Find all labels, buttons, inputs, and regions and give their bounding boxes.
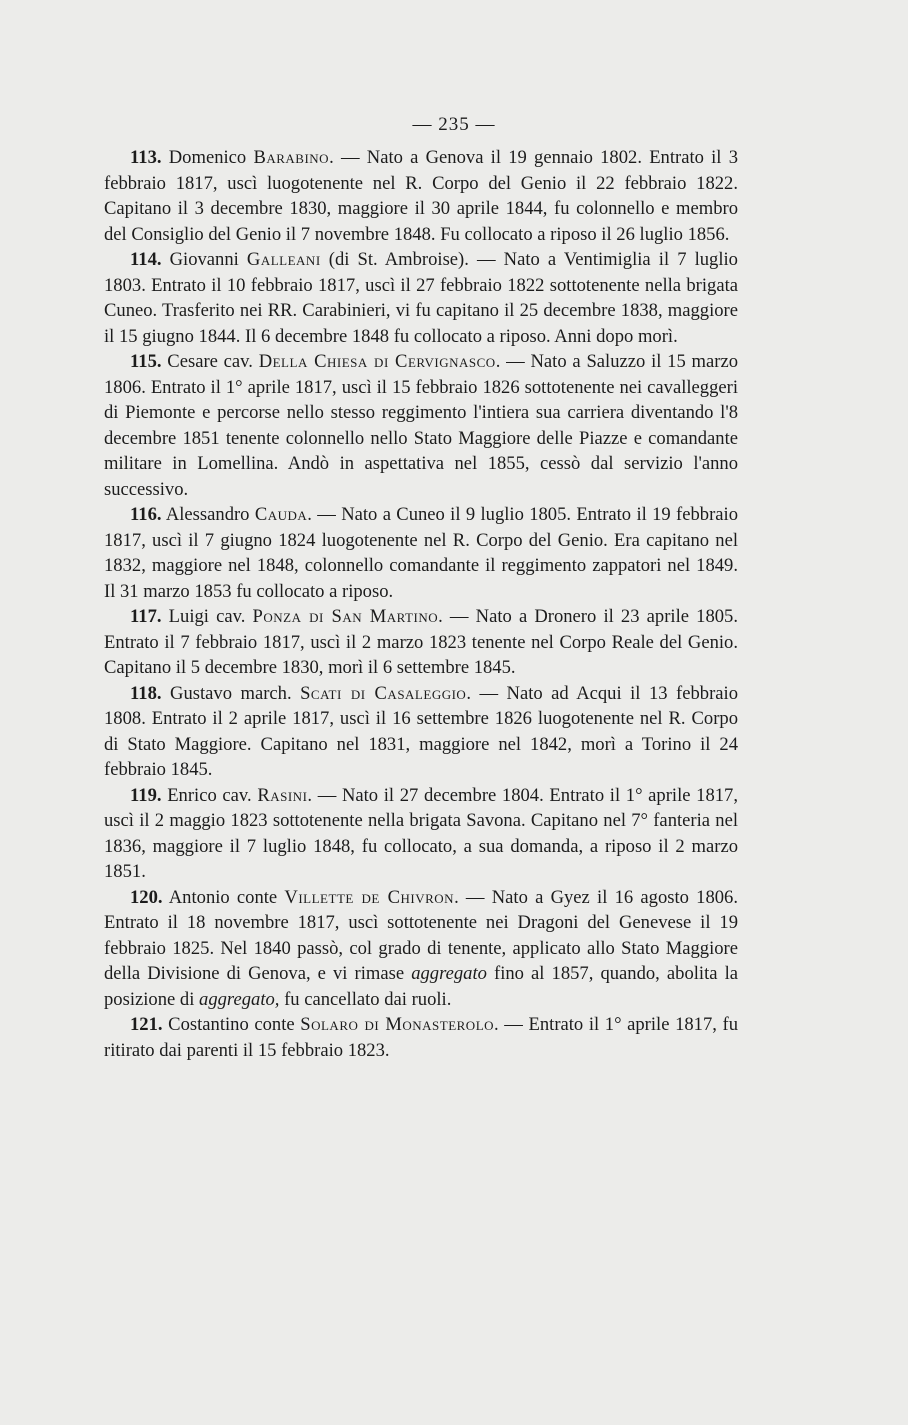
entry-116 [104,502,738,604]
entry-number: 120. [130,886,163,908]
entry-first-name: Alessandro [165,504,250,525]
entry-text: . — Nato a Genova il 19 gennaio 1802. Entrato il 3 febbraio 1817, uscì luogotenente nel R. Corpo del Genio il 22 febbraio 1822. Capitano il 3 decembre 1830, maggiore il 30 aprile 1844, fu colonnello e membro del Consiglio del Genio il 7 novembre 1848. Fu collocato a riposo il 26 luglio 1856. [104,147,738,245]
entry-surname: Galleani [246,249,321,270]
entry-text: . — Nato ad Acqui il 13 febbraio 1808. Entrato il 2 aprile 1817, uscì il 16 settembre 1826 luogotenente nel R. Corpo di Stato Maggiore. Capitano nel 1831, maggiore nel 1842, morì a Torino il 24 febbraio 1845. [104,682,738,780]
entry-text: . — Nato a Cuneo il 9 luglio 1805. Entrato il 19 febbraio 1817, uscì il 7 giugno 1824 luogotenente nel R. Corpo del Genio. Era capitano nel 1832, maggiore nel 1848, colonnello comandante il reggimento zappatori nel 1849. Il 31 marzo 1853 fu collocato a riposo. [104,504,738,602]
entry-text: . — Nato a Gyez il 16 agosto 1806. Entrato il 18 novembre 1817, uscì sottotenente nei Dragoni del Genevese il 19 febbraio 1825. Nel 1840 passò, col grado di tenente, applicato allo Stato Maggiore della Divisione di Genova, e vi rimase [104,886,739,984]
entry-first-name: Antonio conte [168,886,278,908]
entry-surname: Barabino [253,147,330,168]
entry-number: 114. [130,249,162,270]
entry-113 [104,145,738,247]
entry-text: fino al 1857, quando, abolita la posizione di [104,963,738,1010]
entry-surname: Scati di Casaleggio [300,682,467,704]
entry-first-name: Giovanni [169,249,239,270]
entry-120 [104,885,738,1013]
entry-surname: Ponza di San Martino [252,606,439,627]
entry-121 [104,1012,738,1063]
entry-118 [104,681,738,783]
entry-number: 121. [130,1014,163,1035]
entry-surname: Cauda [254,504,308,525]
entry-first-name: Domenico [168,147,247,168]
entry-surname: Della Chiesa di Cervignasco [258,351,496,372]
entry-number: 115. [130,351,162,372]
entry-text: . — Nato il 27 decembre 1804. Entrato il 1° aprile 1817, uscì il 2 maggio 1823 sottotenente nella brigata Savona. Capitano nel 7° fanteria nel 1836, maggiore il 7 luglio 1848, fu collocato, a sua domanda, a riposo il 2 marzo 1851. [104,784,738,882]
entry-list [104,145,738,1063]
entry-first-name: Gustavo march. [170,682,292,704]
entry-first-name: Enrico cav. [167,784,252,806]
entry-surname: Solaro di Monasterolo [300,1014,495,1035]
entry-surname: Rasini [257,784,308,806]
entry-text: . — Nato a Saluzzo il 15 marzo 1806. Entrato il 1° aprile 1817, uscì il 15 febbraio 1826 sottotenente nei cavalleggeri di Piemonte e percorse nello stesso reggimento l'intiera sua carriera diventando l'8 decembre 1851 tenente colonnello nello Stato Maggiore delle Piazze e comandante militare in Lomellina. Andò in aspettativa nel 1855, cessò dal servizio l'anno successivo. [104,351,739,500]
entry-114 [104,247,738,349]
entry-italic-term: aggregato [411,963,487,984]
entry-number: 116. [130,504,162,525]
entry-first-name: Luigi cav. [168,606,246,627]
entry-115 [104,349,738,502]
entry-number: 117. [130,606,162,627]
entry-119 [104,783,738,885]
entry-text: fu cancellato dai ruoli. [279,988,452,1010]
entry-first-name: Cesare cav. [167,351,253,372]
entry-number: 119. [130,784,162,806]
entry-italic-term: aggregato, [199,988,280,1010]
entry-text: . — Entrato il 1° aprile 1817, fu ritirato dai parenti il 15 febbraio 1823. [104,1014,739,1061]
entry-117 [104,604,738,681]
entry-surname: Villette de Chivron [284,886,455,908]
entry-first-name: Costantino conte [168,1014,295,1035]
entry-number: 113. [130,147,162,168]
entry-text: . — Nato a Dronero il 23 aprile 1805. Entrato il 7 febbraio 1817, uscì il 2 marzo 1823 tenente nel Corpo Reale del Genio. Capitano il 5 decembre 1830, morì il 6 settembre 1845. [104,606,738,678]
page-number: — 235 — [412,114,496,135]
entry-number: 118. [130,682,162,704]
entry-text: (di St. Ambroise). — Nato a Ventimiglia il 7 luglio 1803. Entrato il 10 febbraio 1817, uscì il 27 febbraio 1822 sottotenente nella brigata Cuneo. Trasferito nei RR. Carabinieri, vi fu capitano il 25 decembre 1838, maggiore il 15 giugno 1844. Il 6 decembre 1848 fu collocato a riposo. Anni dopo morì. [104,249,738,347]
